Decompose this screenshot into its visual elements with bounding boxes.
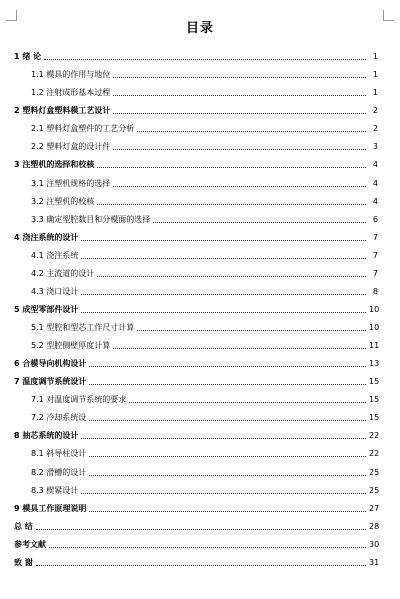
table-of-contents <box>14 44 378 568</box>
toc-dot-leader <box>36 565 366 566</box>
toc-entry-label: 1.1 模具的作用与地位 <box>31 70 111 80</box>
toc-page-number: 28 <box>369 521 380 531</box>
toc-dot-leader <box>89 384 366 385</box>
toc-page-number: 22 <box>369 449 380 459</box>
toc-page-number: 15 <box>369 395 380 405</box>
toc-entry-label: 2.2 塑料灯盒的设计件 <box>31 142 111 152</box>
toc-section-entry[interactable] <box>14 405 378 423</box>
toc-dot-leader <box>89 420 366 421</box>
toc-dot-leader <box>81 438 366 439</box>
toc-page-number: 2 <box>372 106 378 116</box>
toc-entry-label: 4 浇注系统的设计 <box>14 232 79 242</box>
toc-section-entry[interactable] <box>14 261 378 279</box>
toc-section-entry[interactable] <box>14 207 378 225</box>
toc-dot-leader <box>113 186 366 187</box>
toc-chapter-entry[interactable] <box>14 532 378 550</box>
toc-entry-label: 7.2 冷却系统设 <box>31 413 87 423</box>
toc-dot-leader <box>81 294 366 295</box>
toc-entry-label: 3.3 确定型腔数目和分模面的选择 <box>31 214 151 224</box>
toc-chapter-entry[interactable] <box>14 369 378 387</box>
toc-entry-label: 致 谢 <box>14 557 33 567</box>
toc-entry-label: 3 注塑机的选择和校核 <box>14 160 95 170</box>
toc-entry-label: 5 成型零部件设计 <box>14 304 79 314</box>
toc-chapter-entry[interactable] <box>14 44 378 62</box>
toc-entry-label: 2.1 塑料灯盒塑件的工艺分析 <box>31 124 135 134</box>
toc-chapter-entry[interactable] <box>14 225 378 243</box>
toc-dot-leader <box>113 113 366 114</box>
toc-page-number: 4 <box>372 178 378 188</box>
toc-page-number: 15 <box>369 413 380 423</box>
toc-page-number: 30 <box>369 539 380 549</box>
toc-entry-label: 总 结 <box>14 521 33 531</box>
toc-section-entry[interactable] <box>14 279 378 297</box>
toc-entry-label: 5.2 型腔侧壁厚度计算 <box>31 341 111 351</box>
toc-entry-label: 7.1 对温度调节系统的要求 <box>31 395 127 405</box>
toc-page-number: 7 <box>372 250 378 260</box>
toc-page-number: 1 <box>372 70 378 80</box>
toc-chapter-entry[interactable] <box>14 98 378 116</box>
toc-dot-leader <box>89 475 366 476</box>
toc-entry-label: 8 抽芯系统的设计 <box>14 431 79 441</box>
toc-dot-leader <box>137 330 366 331</box>
toc-dot-leader <box>49 547 366 548</box>
toc-page-number: 3 <box>372 142 378 152</box>
toc-entry-label: 1.2 注射成形基本过程 <box>31 88 111 98</box>
toc-entry-label: 4.3 浇口设计 <box>31 286 79 296</box>
toc-dot-leader <box>89 511 366 512</box>
toc-section-entry[interactable] <box>14 333 378 351</box>
toc-entry-label: 3.2 注塑机的校核 <box>31 196 95 206</box>
toc-title: 目录 <box>185 21 214 36</box>
toc-entry-label: 2 塑料灯盒塑料模工艺设计 <box>14 106 111 116</box>
toc-dot-leader <box>113 348 366 349</box>
toc-chapter-entry[interactable] <box>14 297 378 315</box>
toc-section-entry[interactable] <box>14 134 378 152</box>
toc-entry-label: 6 合模导向机构设计 <box>14 359 87 369</box>
toc-section-entry[interactable] <box>14 459 378 477</box>
toc-dot-leader <box>113 149 366 150</box>
toc-entry-label: 参考文献 <box>14 539 46 549</box>
toc-entry-label: 4.2 主流道的设计 <box>31 268 95 278</box>
toc-dot-leader <box>153 222 366 223</box>
toc-section-entry[interactable] <box>14 243 378 261</box>
toc-chapter-entry[interactable] <box>14 550 378 568</box>
toc-dot-leader <box>113 95 366 96</box>
toc-section-entry[interactable] <box>14 189 378 207</box>
toc-section-entry[interactable] <box>14 387 378 405</box>
toc-dot-leader <box>129 402 366 403</box>
toc-dot-leader <box>97 276 366 277</box>
toc-page-number: 1 <box>372 88 378 98</box>
toc-chapter-entry[interactable] <box>14 351 378 369</box>
toc-dot-leader <box>137 131 366 132</box>
toc-section-entry[interactable] <box>14 170 378 188</box>
toc-entry-label: 9 模具工作原理说明 <box>14 503 87 513</box>
toc-entry-label: 8.3 楔紧设计 <box>31 485 79 495</box>
toc-page-number: 1 <box>372 52 378 62</box>
toc-section-entry[interactable] <box>14 62 378 80</box>
toc-chapter-entry[interactable] <box>14 423 378 441</box>
toc-chapter-entry[interactable] <box>14 152 378 170</box>
toc-dot-leader <box>81 493 366 494</box>
toc-entry-label: 5.1 型腔和型芯工作尺寸计算 <box>31 323 135 332</box>
toc-page-number: 4 <box>372 196 378 206</box>
toc-dot-leader <box>89 366 366 367</box>
toc-entry-label: 3.1 注塑机规格的选择 <box>31 178 111 188</box>
toc-page-number: 25 <box>369 467 380 477</box>
toc-dot-leader <box>97 204 366 205</box>
toc-page-number: 27 <box>369 503 380 513</box>
toc-section-entry[interactable] <box>14 80 378 98</box>
toc-page-number: 11 <box>369 341 380 351</box>
toc-page-number: 10 <box>369 323 380 332</box>
toc-dot-leader <box>89 456 366 457</box>
toc-page-number: 2 <box>372 124 378 134</box>
toc-section-entry[interactable] <box>14 116 378 134</box>
toc-page-number: 7 <box>372 268 378 278</box>
toc-page-number: 10 <box>369 304 380 314</box>
toc-chapter-entry[interactable] <box>14 514 378 532</box>
toc-dot-leader <box>81 240 366 241</box>
toc-entry-label: 8.2 滑槽的设计 <box>31 467 87 477</box>
toc-entry-label: 4.1 浇注系统 <box>31 250 79 260</box>
toc-page-number: 4 <box>372 160 378 170</box>
toc-entry-label: 1 绪 论 <box>14 52 42 62</box>
toc-page-number: 25 <box>369 485 380 495</box>
toc-page-number: 15 <box>369 377 380 387</box>
toc-page-number: 8 <box>372 286 378 296</box>
toc-dot-leader <box>97 167 366 168</box>
toc-dot-leader <box>36 529 366 530</box>
toc-page-number: 6 <box>372 214 378 224</box>
toc-entry-label: 8.1 斜导柱设计 <box>31 449 87 459</box>
toc-page-number: 7 <box>372 232 378 242</box>
toc-entry-label: 7 温度调节系统设计 <box>14 377 87 387</box>
toc-page-number: 31 <box>369 557 380 567</box>
toc-dot-leader <box>81 312 366 313</box>
toc-section-entry[interactable] <box>14 441 378 459</box>
toc-page-number: 13 <box>369 359 380 369</box>
toc-dot-leader <box>44 59 366 60</box>
toc-chapter-entry[interactable] <box>14 496 378 514</box>
toc-dot-leader <box>113 77 366 78</box>
toc-section-entry[interactable] <box>14 315 378 333</box>
toc-dot-leader <box>81 258 366 259</box>
toc-section-entry[interactable] <box>14 478 378 496</box>
toc-page-number: 22 <box>369 431 380 441</box>
